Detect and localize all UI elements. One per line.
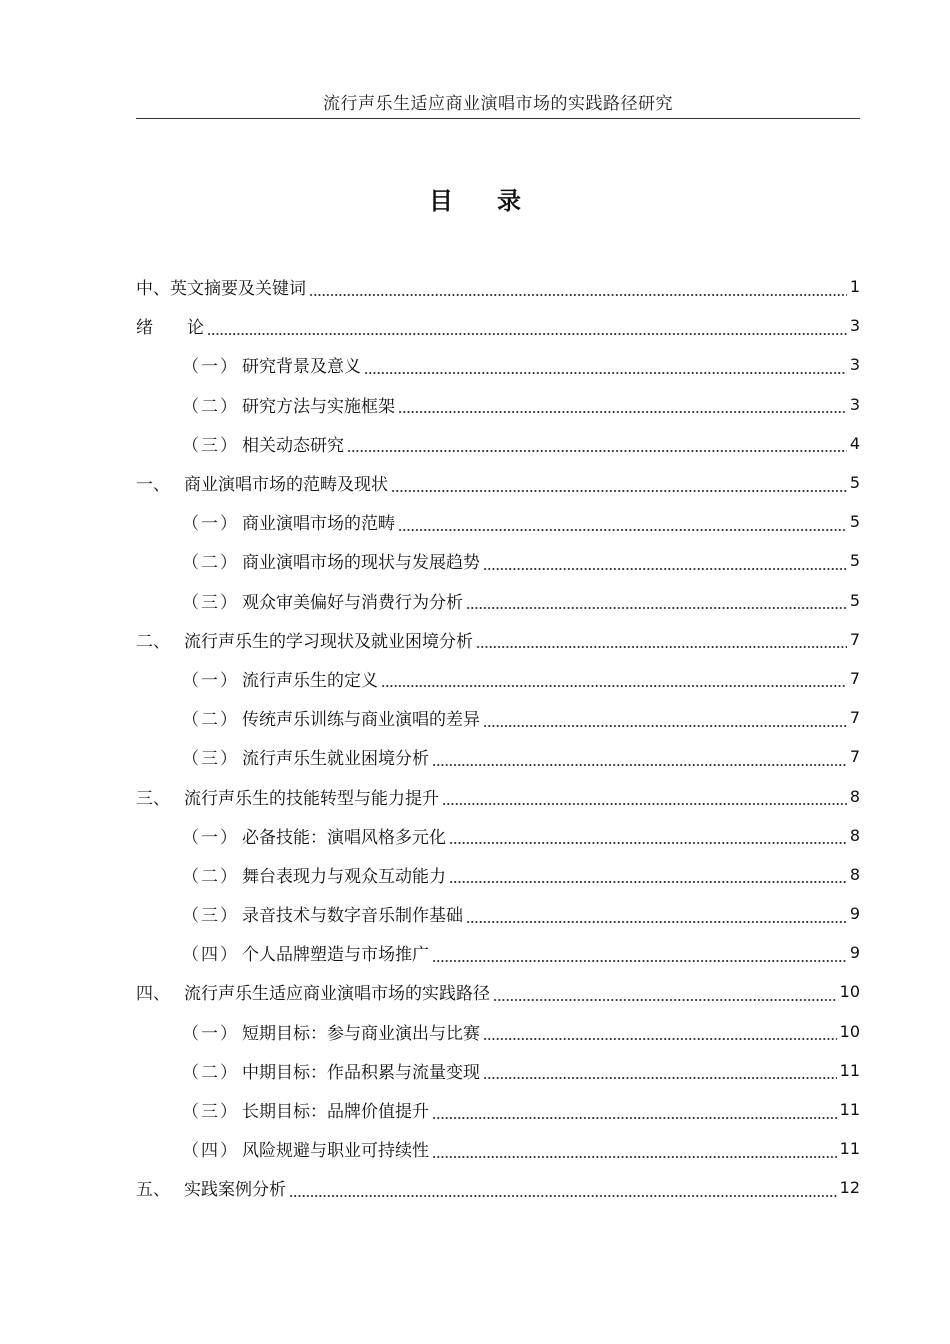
toc-dot-leader: [493, 988, 837, 1002]
toc-dot-leader: [207, 322, 847, 336]
toc-entry[interactable]: [136, 933, 860, 972]
toc-entry-page-number: 5: [849, 551, 860, 571]
toc-dot-leader: [442, 792, 847, 806]
toc-entry-number: （四）: [182, 1141, 239, 1162]
toc-entry-number: （二）: [182, 553, 239, 574]
toc-entry-number: 四、: [136, 984, 170, 1005]
toc-entry-number: （二）: [182, 396, 239, 417]
toc-entry-page-number: 5: [849, 473, 860, 493]
toc-entry-title: 观众审美偏好与消费行为分析: [242, 592, 463, 613]
toc-entry-title: 中期目标：作品积累与流量变现: [242, 1062, 480, 1083]
toc-entry-title: 商业演唱市场的现状与发展趋势: [242, 553, 480, 574]
toc-entry-page-number: 3: [849, 316, 860, 336]
toc-entry-number: （一）: [182, 514, 239, 535]
toc-entry[interactable]: [136, 1051, 860, 1090]
toc-entry-title: 流行声乐生的学习现状及就业困境分析: [184, 631, 473, 652]
toc-entry-page-number: 7: [849, 747, 860, 767]
toc-entry[interactable]: [136, 816, 860, 855]
toc-dot-leader: [391, 479, 847, 493]
toc-entry-number: （一）: [182, 670, 239, 691]
toc-entry-title: 商业演唱市场的范畴: [242, 514, 395, 535]
toc-dot-leader: [466, 596, 847, 610]
toc-entry-title: 流行声乐生适应商业演唱市场的实践路径: [184, 984, 490, 1005]
toc-entry[interactable]: [136, 385, 860, 424]
toc-dot-leader: [483, 1027, 837, 1041]
toc-entry-title: 研究背景及意义: [242, 357, 361, 378]
toc-entry[interactable]: [136, 267, 860, 306]
toc-dot-leader: [289, 1184, 837, 1198]
toc-entry-page-number: 11: [839, 1060, 860, 1080]
toc-entry-title: 商业演唱市场的范畴及现状: [184, 475, 388, 496]
toc-entry-number: （一）: [182, 827, 239, 848]
toc-entry-page-number: 7: [849, 629, 860, 649]
toc-entry-number: 一、: [136, 475, 170, 496]
toc-entry[interactable]: [136, 1090, 860, 1129]
toc-dot-leader: [483, 714, 847, 728]
toc-entry[interactable]: [136, 972, 860, 1011]
toc-entry[interactable]: [136, 345, 860, 384]
toc-entry-page-number: 1: [849, 277, 860, 297]
toc-entry[interactable]: [136, 698, 860, 737]
toc-entry-title: 舞台表现力与观众互动能力: [242, 866, 446, 887]
toc-entry-title: 流行声乐生的定义: [242, 670, 378, 691]
toc-entry-page-number: 7: [849, 708, 860, 728]
toc-entry[interactable]: [136, 855, 860, 894]
toc-entry-title: 短期目标：参与商业演出与比赛: [242, 1023, 480, 1044]
header-rule: [136, 118, 860, 119]
toc-entry[interactable]: [136, 463, 860, 502]
toc-entry-page-number: 5: [849, 590, 860, 610]
toc-entry-page-number: 7: [849, 668, 860, 688]
toc-entry-page-number: 5: [849, 512, 860, 532]
table-of-contents: [136, 267, 860, 1208]
toc-entry[interactable]: [136, 1168, 860, 1207]
toc-entry-title: 相关动态研究: [242, 435, 344, 456]
toc-dot-leader: [432, 949, 847, 963]
toc-dot-leader: [432, 1106, 837, 1120]
toc-entry-title: 流行声乐生的技能转型与能力提升: [184, 788, 439, 809]
toc-entry-title: 研究方法与实施框架: [242, 396, 395, 417]
toc-entry-number: （三）: [182, 906, 239, 927]
toc-entry-number: （三）: [182, 1102, 239, 1123]
toc-entry[interactable]: [136, 659, 860, 698]
toc-entry-number: 五、: [136, 1180, 170, 1201]
toc-entry-page-number: 11: [839, 1139, 860, 1159]
toc-entry-title: 长期目标：品牌价值提升: [242, 1102, 429, 1123]
running-header: 流行声乐生适应商业演唱市场的实践路径研究: [323, 94, 673, 114]
toc-entry-title: 传统声乐训练与商业演唱的差异: [242, 710, 480, 731]
toc-entry-number: （二）: [182, 1062, 239, 1083]
toc-entry-title: 必备技能：演唱风格多元化: [242, 827, 446, 848]
toc-entry-title: 录音技术与数字音乐制作基础: [242, 906, 463, 927]
toc-entry[interactable]: [136, 424, 860, 463]
toc-entry-title: 风险规避与职业可持续性: [242, 1141, 429, 1162]
toc-entry-page-number: 8: [849, 864, 860, 884]
toc-entry[interactable]: [136, 306, 860, 345]
toc-dot-leader: [398, 400, 847, 414]
toc-dot-leader: [449, 831, 847, 845]
toc-entry-page-number: 9: [849, 904, 860, 924]
toc-entry[interactable]: [136, 502, 860, 541]
toc-dot-leader: [347, 439, 847, 453]
toc-entry-page-number: 8: [849, 825, 860, 845]
toc-entry-page-number: 3: [849, 394, 860, 414]
toc-dot-leader: [432, 1145, 837, 1159]
toc-entry-title: 个人品牌塑造与市场推广: [242, 945, 429, 966]
toc-entry[interactable]: [136, 541, 860, 580]
toc-entry-title: 实践案例分析: [184, 1180, 286, 1201]
toc-entry-title: 流行声乐生就业困境分析: [242, 749, 429, 770]
toc-entry-title: 中、英文摘要及关键词: [136, 279, 306, 300]
toc-dot-leader: [309, 283, 847, 297]
toc-entry-number: （二）: [182, 710, 239, 731]
toc-dot-leader: [483, 1066, 837, 1080]
toc-entry[interactable]: [136, 581, 860, 620]
toc-entry-number: 三、: [136, 788, 170, 809]
toc-dot-leader: [466, 910, 847, 924]
toc-dot-leader: [381, 674, 847, 688]
toc-entry-number: （三）: [182, 749, 239, 770]
toc-entry-page-number: 11: [839, 1100, 860, 1120]
toc-entry-number: （一）: [182, 357, 239, 378]
toc-dot-leader: [364, 361, 847, 375]
toc-dot-leader: [449, 870, 847, 884]
toc-entry[interactable]: [136, 894, 860, 933]
toc-entry-number: （三）: [182, 592, 239, 613]
toc-entry-title: 绪 论: [136, 318, 204, 339]
toc-entry[interactable]: [136, 1129, 860, 1168]
toc-entry-number: 二、: [136, 631, 170, 652]
toc-entry[interactable]: [136, 620, 860, 659]
toc-entry-page-number: 3: [849, 355, 860, 375]
toc-entry-number: （三）: [182, 435, 239, 456]
toc-entry[interactable]: [136, 1012, 860, 1051]
toc-entry-page-number: 12: [839, 1178, 860, 1198]
toc-entry-page-number: 10: [839, 1021, 860, 1041]
toc-entry-page-number: 10: [839, 982, 860, 1002]
toc-title: 目录: [429, 187, 565, 215]
toc-dot-leader: [398, 518, 847, 532]
toc-dot-leader: [483, 557, 847, 571]
toc-dot-leader: [476, 635, 847, 649]
toc-entry-page-number: 9: [849, 943, 860, 963]
toc-entry-number: （四）: [182, 945, 239, 966]
toc-dot-leader: [432, 753, 847, 767]
toc-entry[interactable]: [136, 776, 860, 815]
toc-entry-number: （二）: [182, 866, 239, 887]
toc-entry-page-number: 4: [849, 433, 860, 453]
toc-entry-page-number: 8: [849, 786, 860, 806]
toc-entry[interactable]: [136, 737, 860, 776]
toc-entry-number: （一）: [182, 1023, 239, 1044]
